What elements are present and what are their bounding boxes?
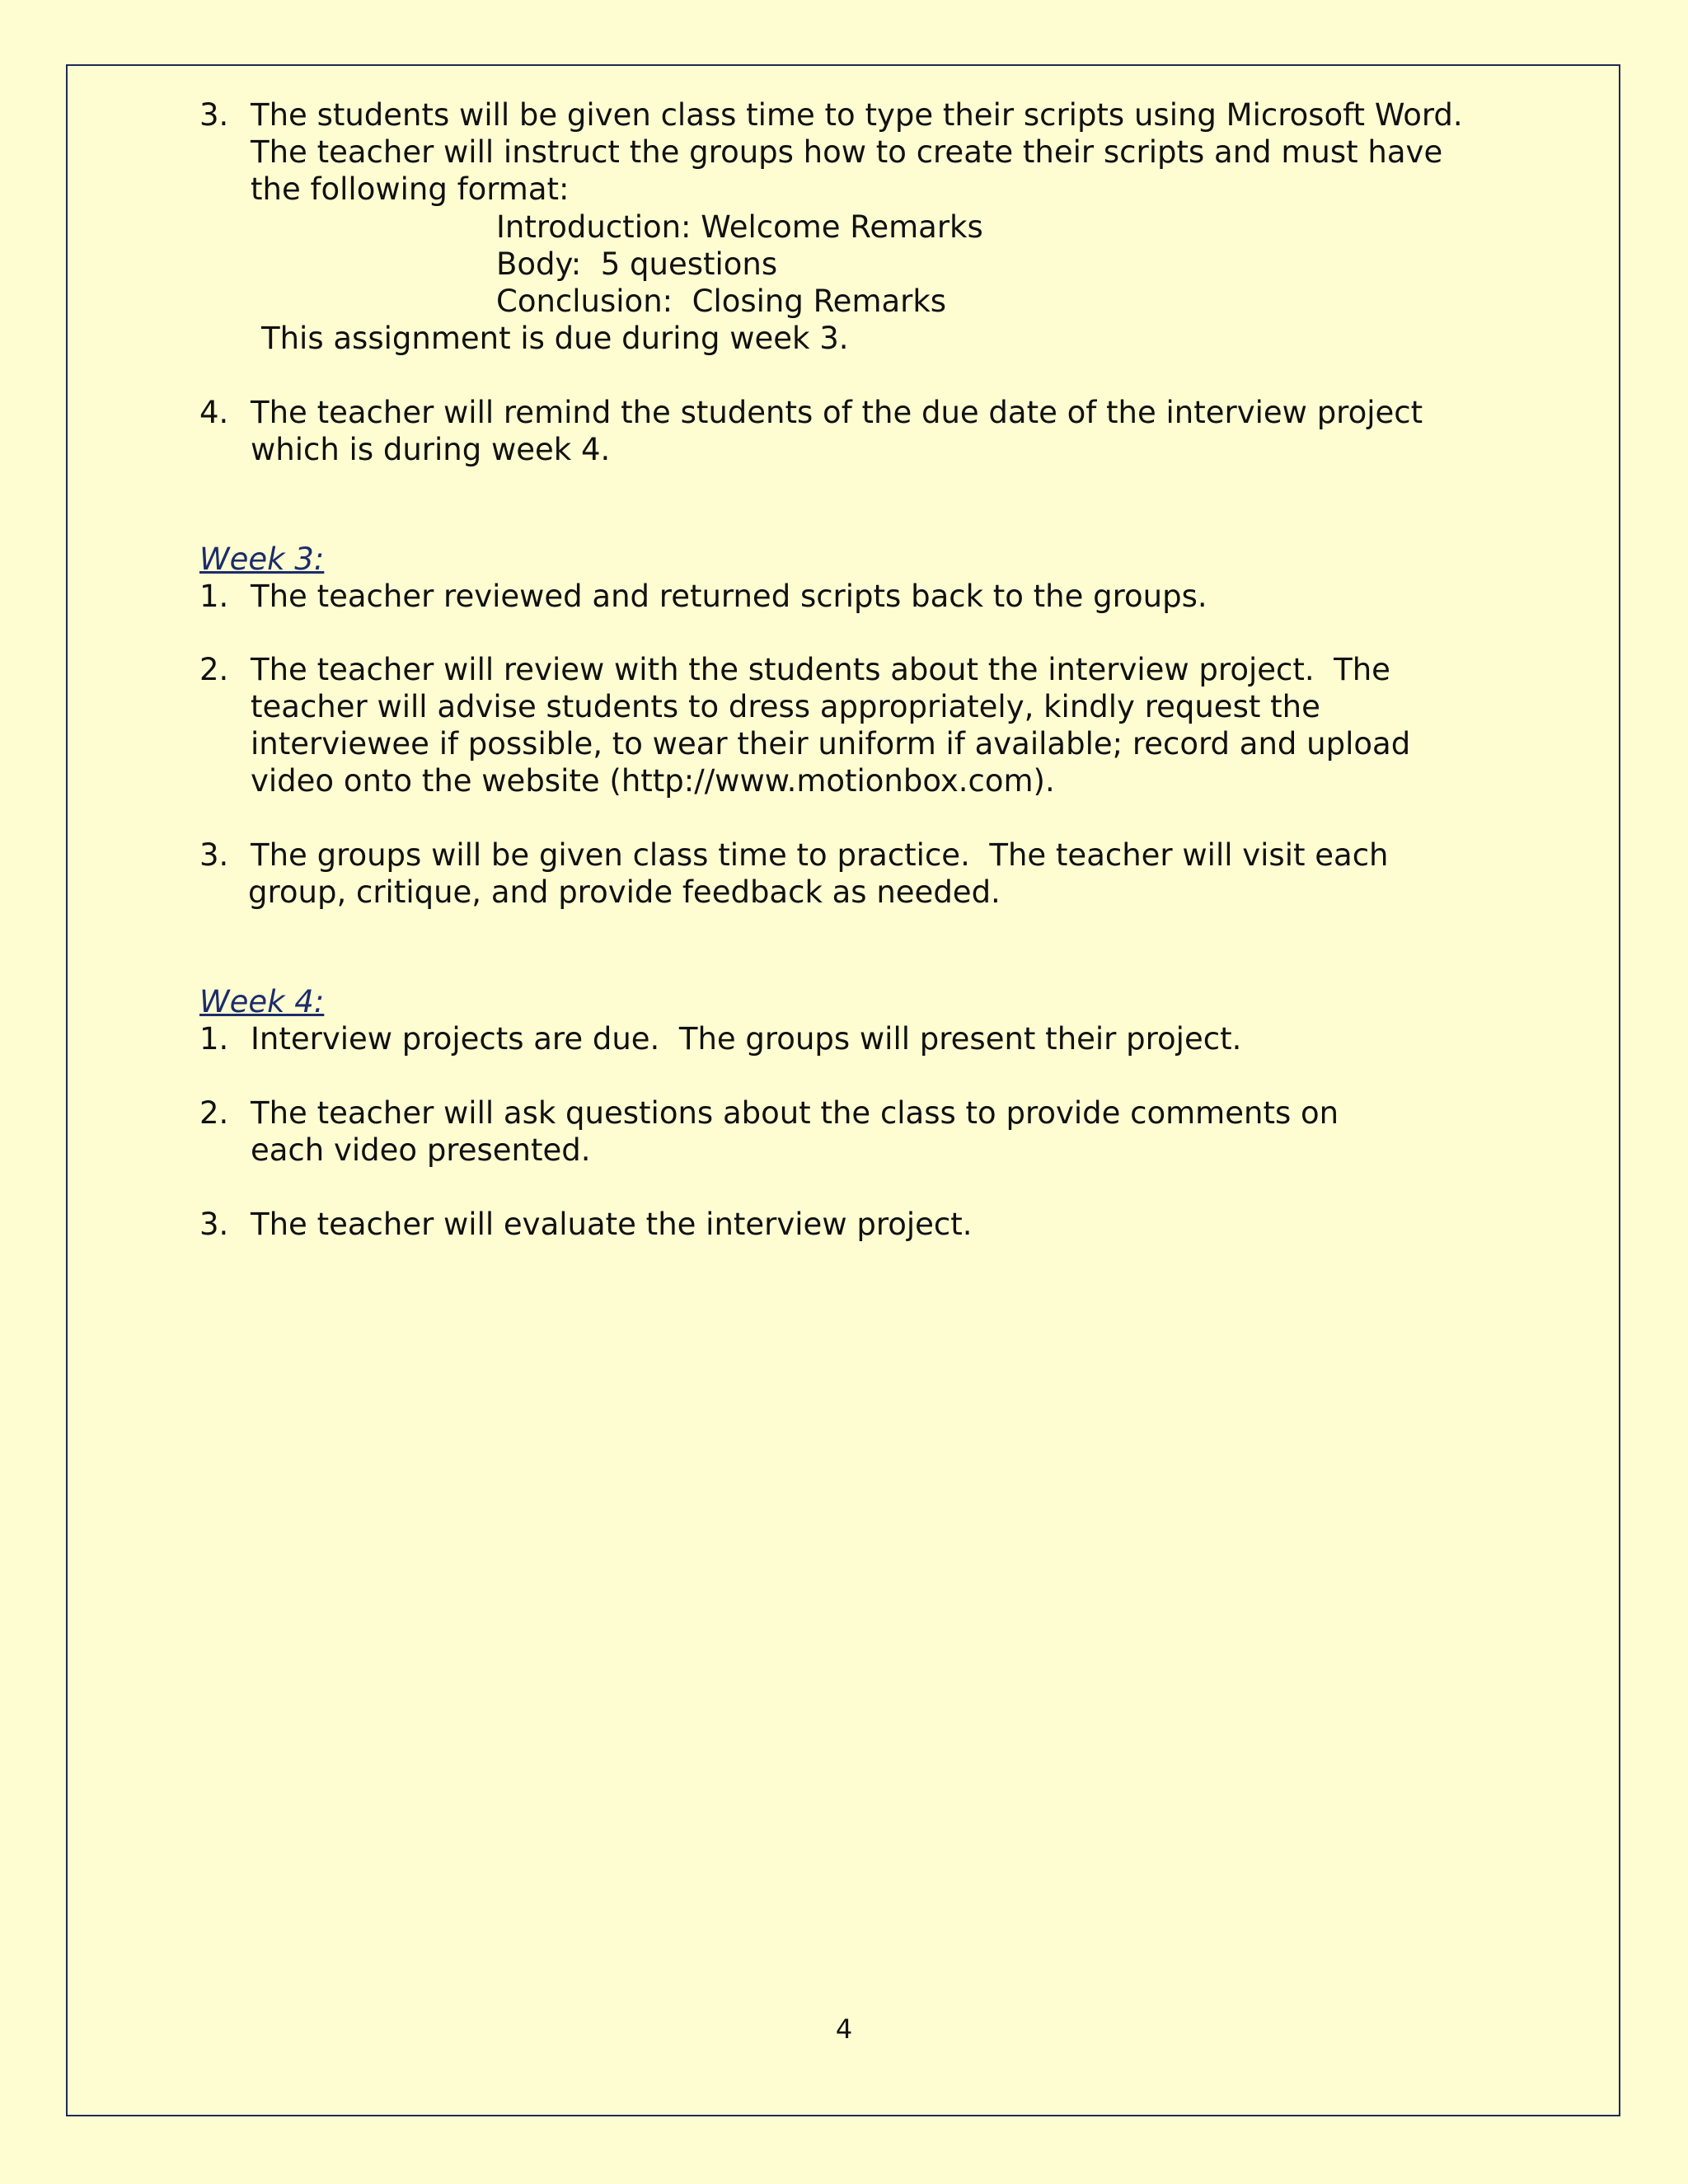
item-text-continued: the following format: bbox=[251, 171, 570, 207]
item-text-continued: video onto the website (http://www.motionbox.com). bbox=[251, 763, 1055, 799]
item-text: The teacher will ask questions about the class to provide comments on bbox=[251, 1095, 1339, 1131]
list-item bbox=[199, 837, 1389, 874]
item-text: The teacher will remind the students of the due date of the interview project bbox=[251, 395, 1423, 430]
page-border bbox=[66, 64, 1620, 2116]
list-item bbox=[199, 652, 1390, 688]
week-3-heading: Week 3: bbox=[199, 541, 325, 577]
item-text-continued: The teacher will instruct the groups how to create their scripts and must have bbox=[251, 134, 1443, 170]
item-text-continued: each video presented. bbox=[251, 1132, 591, 1168]
due-note: This assignment is due during week 3. bbox=[261, 321, 849, 356]
item-number: 3. bbox=[199, 97, 229, 133]
item-text: The students will be given class time to type their scripts using Microsoft Word. bbox=[251, 97, 1463, 133]
list-item bbox=[199, 1207, 973, 1243]
week-4-heading: Week 4: bbox=[199, 984, 325, 1019]
item-number: 2. bbox=[199, 1095, 229, 1131]
item-text-continued: which is during week 4. bbox=[251, 432, 611, 467]
list-item bbox=[199, 97, 1463, 134]
item-text-continued: group, critique, and provide feedback as needed. bbox=[248, 874, 1001, 910]
item-text: The teacher reviewed and returned scripts back to the groups. bbox=[251, 579, 1207, 614]
item-text: The teacher will review with the students about the interview project. The bbox=[251, 652, 1390, 687]
item-number: 2. bbox=[199, 652, 229, 687]
list-item bbox=[199, 395, 1423, 431]
page-number: 4 bbox=[835, 2013, 853, 2045]
item-text-continued: interviewee if possible, to wear their uniform if available; record and upload bbox=[251, 726, 1411, 762]
item-number: 4. bbox=[199, 395, 229, 430]
item-number: 1. bbox=[199, 579, 229, 614]
list-item bbox=[199, 1095, 1339, 1132]
item-text: The teacher will evaluate the interview project. bbox=[251, 1207, 973, 1242]
item-number: 1. bbox=[199, 1021, 229, 1057]
item-text-continued: teacher will advise students to dress appropriately, kindly request the bbox=[251, 689, 1320, 724]
list-item bbox=[199, 1021, 1241, 1057]
format-conclusion: Conclusion: Closing Remarks bbox=[496, 284, 947, 319]
item-text: The groups will be given class time to practice. The teacher will visit each bbox=[251, 837, 1389, 873]
format-introduction: Introduction: Welcome Remarks bbox=[496, 209, 983, 245]
item-number: 3. bbox=[199, 837, 229, 873]
item-number: 3. bbox=[199, 1207, 229, 1242]
item-text: Interview projects are due. The groups will present their project. bbox=[251, 1021, 1242, 1057]
format-body: Body: 5 questions bbox=[496, 246, 778, 282]
list-item bbox=[199, 579, 1207, 615]
